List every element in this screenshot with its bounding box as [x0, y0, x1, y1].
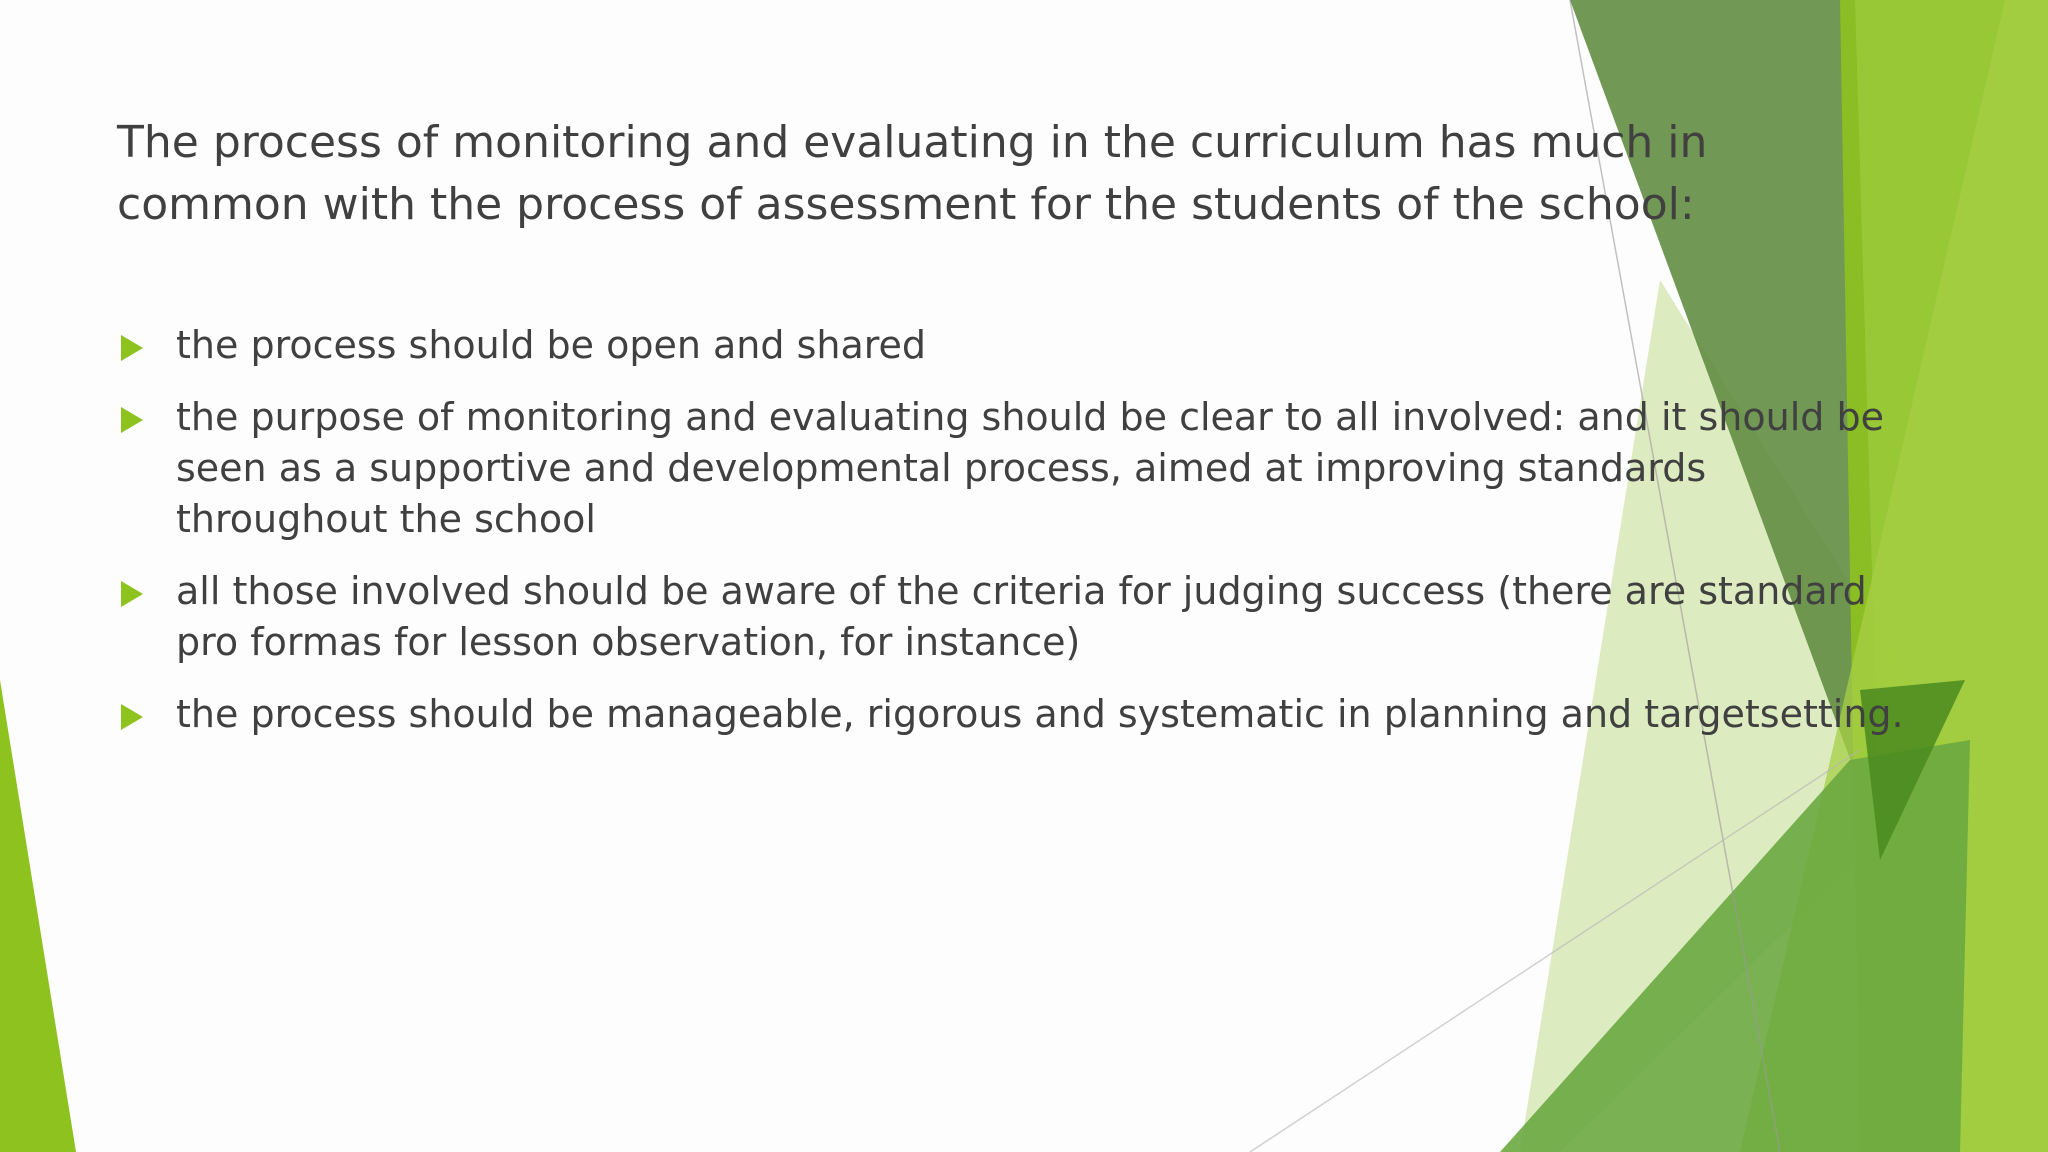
slide-title: The process of monitoring and evaluating in the curriculum has much in common with the process of assessment for the students of the school: [117, 117, 1708, 230]
bullet-item [117, 320, 1917, 371]
bullet-text: the process should be manageable, rigorous and systematic in planning and targetsetting. [176, 692, 1904, 736]
bullet-item [117, 566, 1917, 668]
right-triangle-bullet-icon [121, 407, 143, 433]
bullet-list [117, 320, 1917, 761]
right-triangle-bullet-icon [121, 704, 143, 730]
right-triangle-bullet-icon [121, 581, 143, 607]
bullet-text: all those involved should be aware of the criteria for judging success (there are standard pro formas for lesson observation, for instance) [176, 569, 1867, 664]
bullet-item [117, 689, 1917, 740]
bullet-text: the process should be open and shared [176, 323, 927, 367]
bullet-text: the purpose of monitoring and evaluating should be clear to all involved: and it should be seen as a supportive and developmental process, aimed at improving standards throughout the school [176, 395, 1884, 541]
right-triangle-bullet-icon [121, 335, 143, 361]
bullet-item [117, 392, 1917, 545]
left-green-sliver [0, 680, 76, 1152]
